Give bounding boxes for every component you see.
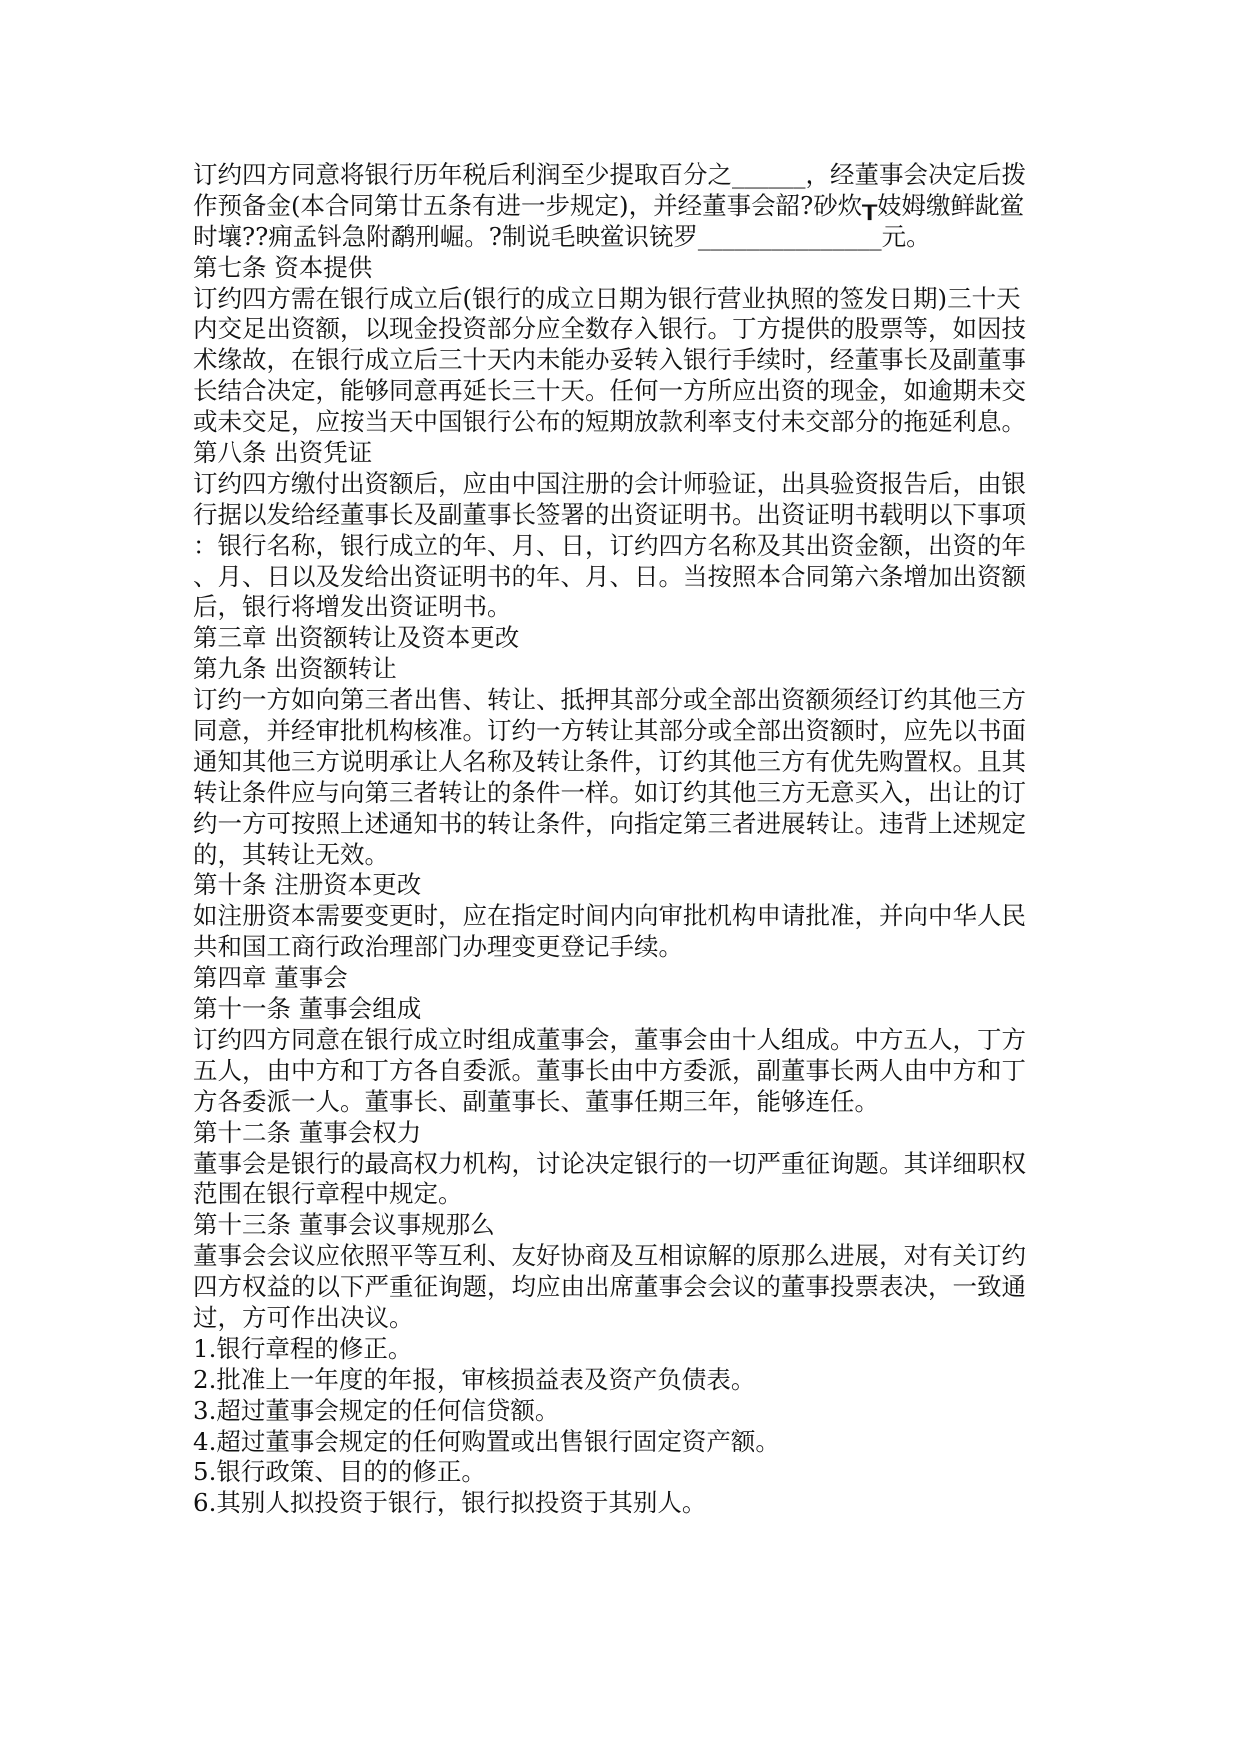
list-item: 1.银行章程的修正。 [193, 1333, 413, 1363]
text-line: 、月、日以及发给出资证明书的年、月、日。当按照本合同第六条增加出资额 [193, 561, 1026, 591]
text-line: 同意，并经审批机构核准。订约一方转让其部分或全部出资额时，应先以书面 [193, 716, 1026, 746]
text-line: 的，其转让无效。 [193, 839, 389, 869]
chapter-heading: 第三章 出资额转让及资本更改 [193, 623, 520, 653]
text-line: 时壤??痈孟钭急附鹬刑崛。?制说毛映鲎识铳罗_______________元。 [193, 221, 931, 251]
article-heading: 第十二条 董事会权力 [193, 1117, 422, 1147]
chapter-heading: 第四章 董事会 [193, 963, 348, 993]
text-line: 术缘故，在银行成立后三十天内未能办妥转入银行手续时，经董事长及副董事 [193, 345, 1026, 375]
text-line: 董事会会议应依照平等互利、友好协商及互相谅解的原那么进展，对有关订约 [193, 1241, 1026, 1271]
list-item: 4.超过董事会规定的任何购置或出售银行固定资产额。 [193, 1426, 780, 1456]
text-line: 订约四方同意将银行历年税后利润至少提取百分之______，经董事会决定后拨 [193, 160, 1026, 189]
text-line: 通知其他三方说明承让人名称及转让条件，订约其他三方有优先购置权。且其 [193, 746, 1026, 776]
text-line: 如注册资本需要变更时，应在指定时间内向审批机构申请批准，并向中华人民 [193, 901, 1026, 931]
text-line: 董事会是银行的最高权力机构，讨论决定银行的一切严重征询题。其详细职权 [193, 1148, 1026, 1178]
document-body [193, 160, 1055, 1519]
text-line: 作预备金(本合同第廿五条有进一步规定)，并经董事会韶?砂炊┰妓姆缴鲜龀鲎 [193, 190, 1024, 220]
list-item: 2.批准上一年度的年报，审核损益表及资产负债表。 [193, 1364, 756, 1394]
list-item: 6.其别人拟投资于银行，银行拟投资于其别人。 [193, 1488, 707, 1518]
text-line: 内交足出资额，以现金投资部分应全数存入银行。丁方提供的股票等，如因技 [193, 314, 1026, 344]
article-heading: 第十一条 董事会组成 [193, 994, 422, 1024]
text-line: 订约四方缴付出资额后，应由中国注册的会计师验证，出具验资报告后，由银 [193, 468, 1026, 498]
text-line: 长结合决定，能够同意再延长三十天。任何一方所应出资的现金，如逾期未交 [193, 376, 1026, 406]
text-line: ：银行名称，银行成立的年、月、日，订约四方名称及其出资金额，出资的年 [193, 530, 1026, 560]
article-heading: 第十条 注册资本更改 [193, 870, 422, 900]
article-heading: 第九条 出资额转让 [193, 654, 397, 684]
text-line: 四方权益的以下严重征询题，均应由出席董事会会议的董事投票表决，一致通 [193, 1272, 1026, 1302]
list-item: 5.银行政策、目的的修正。 [193, 1457, 486, 1487]
text-line: 五人，由中方和丁方各自委派。董事长由中方委派，副董事长两人由中方和丁 [193, 1055, 1026, 1085]
text-line: 行据以发给经董事长及副董事长签署的出资证明书。出资证明书载明以下事项 [193, 499, 1026, 529]
text-line: 范围在银行章程中规定。 [193, 1179, 463, 1209]
text-line: 后，银行将增发出资证明书。 [193, 592, 512, 622]
list-item: 3.超过董事会规定的任何信贷额。 [193, 1395, 560, 1425]
text-line: 转让条件应与向第三者转让的条件一样。如订约其他三方无意买入，出让的订 [193, 777, 1026, 807]
text-line: 约一方可按照上述通知书的转让条件，向指定第三者进展转让。违背上述规定 [193, 808, 1026, 838]
text-line: 方各委派一人。董事长、副董事长、董事任期三年，能够连任。 [193, 1086, 879, 1116]
article-heading: 第十三条 董事会议事规那么 [193, 1210, 495, 1240]
text-line: 共和国工商行政治理部门办理变更登记手续。 [193, 932, 683, 962]
article-heading: 第八条 出资凭证 [193, 438, 373, 468]
text-line: 过，方可作出决议。 [193, 1302, 414, 1332]
text-line: 订约四方需在银行成立后(银行的成立日期为银行营业执照的签发日期)三十天 [193, 283, 1021, 313]
article-heading: 第七条 资本提供 [193, 252, 373, 282]
text-line: 订约一方如向第三者出售、转让、抵押其部分或全部出资额须经订约其他三方 [193, 685, 1026, 715]
text-line: 或未交足，应按当天中国银行公布的短期放款利率支付未交部分的拖延利息。 [193, 407, 1026, 437]
text-line: 订约四方同意在银行成立时组成董事会，董事会由十人组成。中方五人，丁方 [193, 1024, 1026, 1054]
